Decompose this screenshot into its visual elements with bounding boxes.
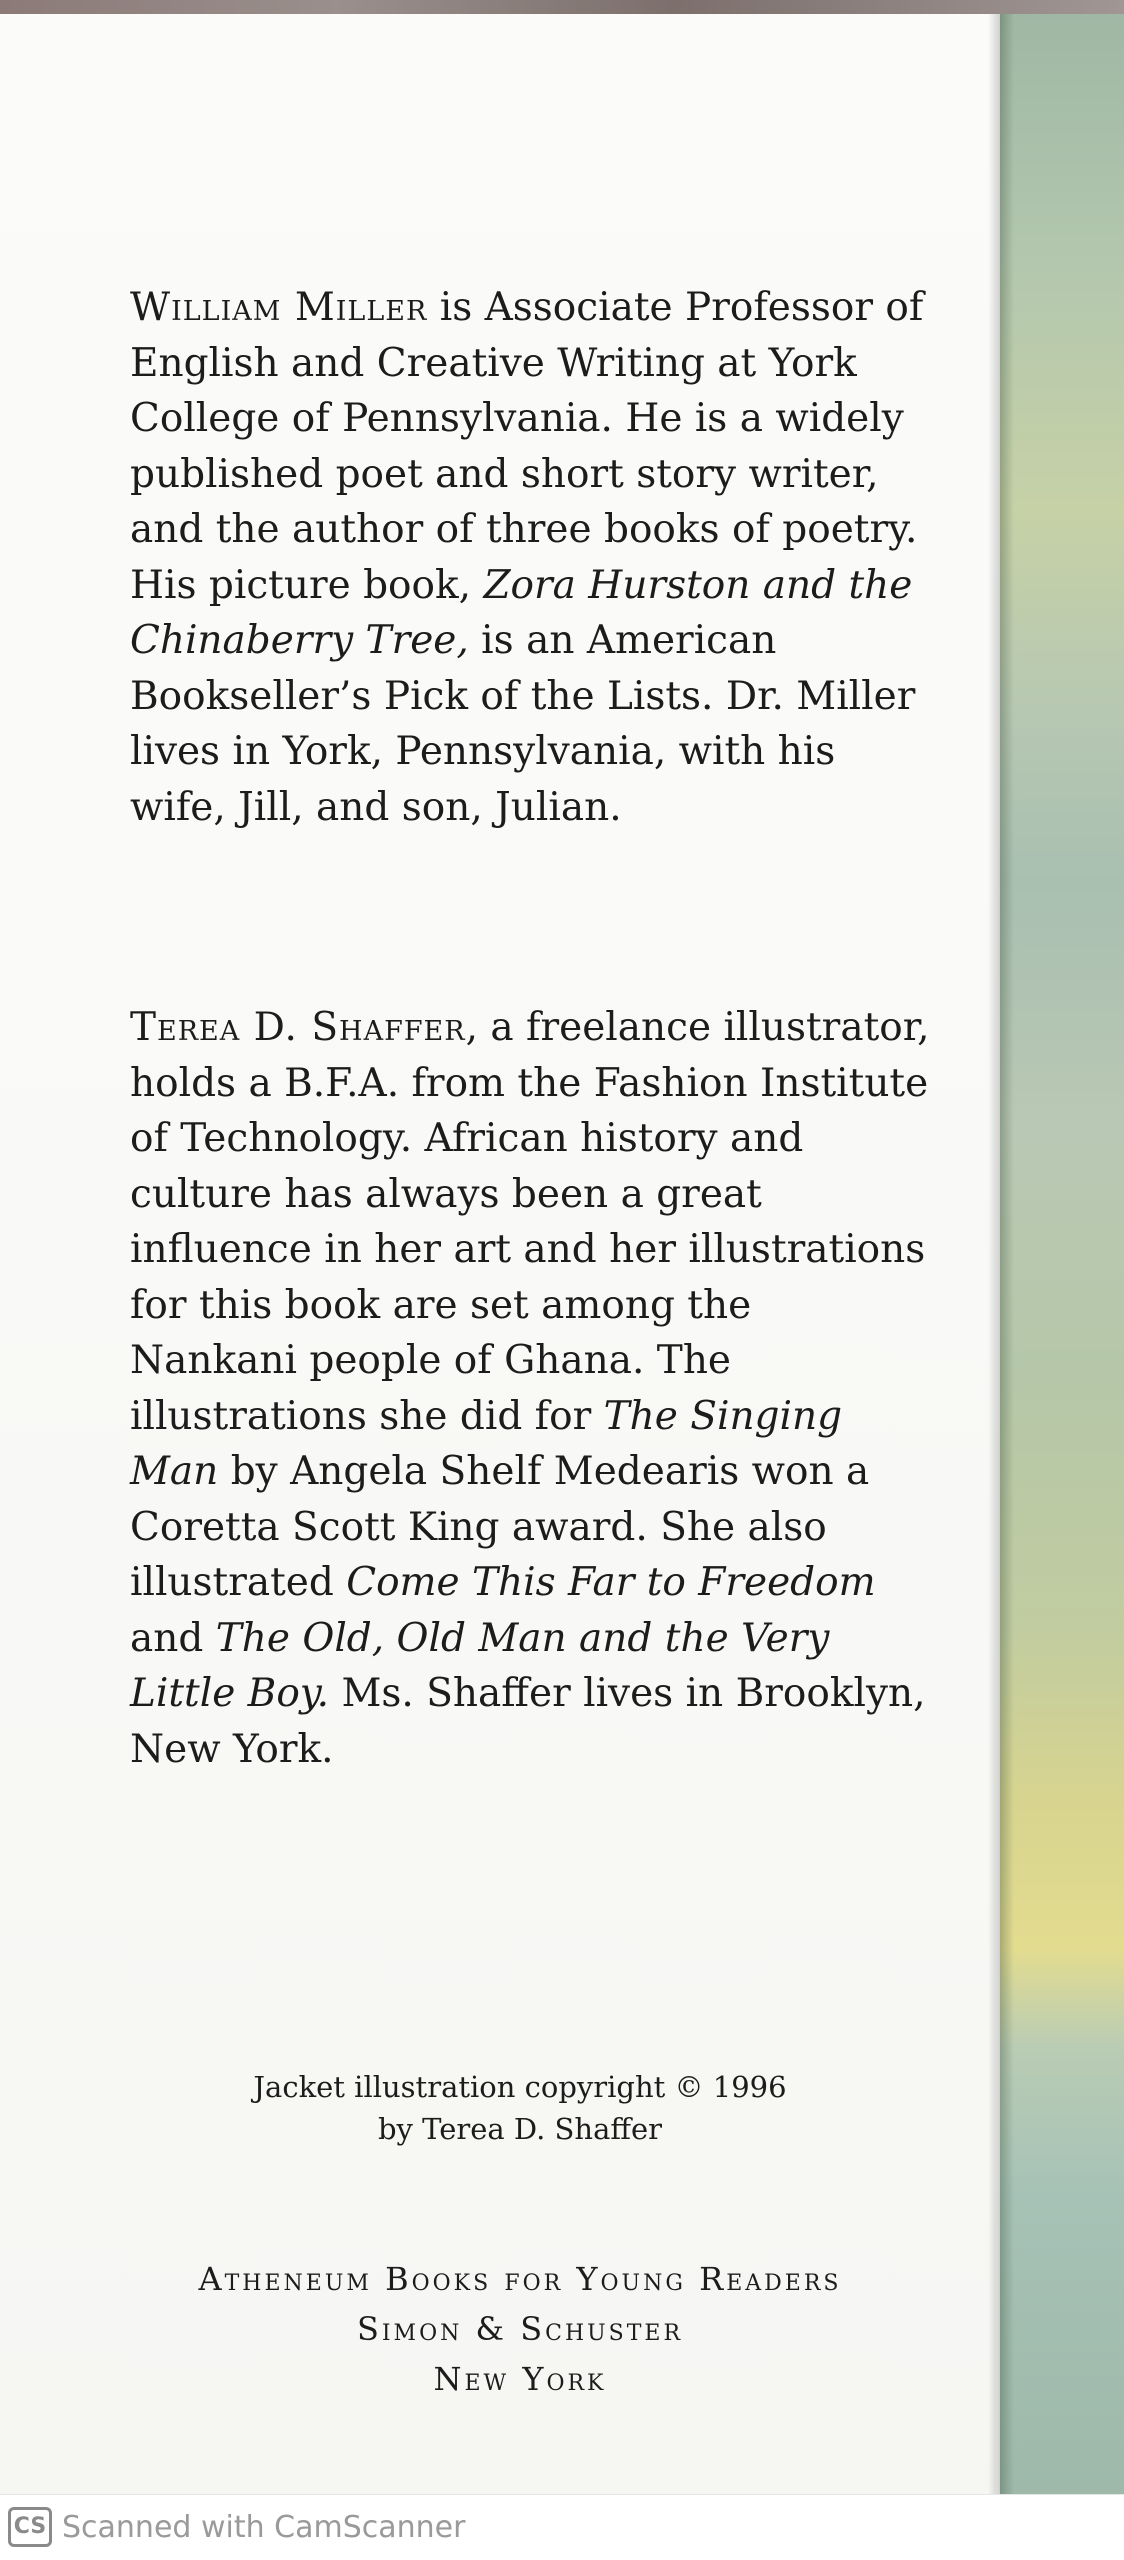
illustrator-name: Terea D. Shaffer (130, 1005, 466, 1050)
author-bio-text-2: is an American Bookseller’s Pick of the Lists. Dr. Miller lives in York, Pennsylvania, with his wife, Jill, and son, Julian. (130, 618, 916, 830)
scanner-watermark-bar (0, 2494, 1124, 2560)
illustrator-bio-text-2: by Angela Shelf Medearis won a Coretta Scott King award. She also illustrated (130, 1449, 870, 1605)
author-name: William Miller (130, 285, 428, 330)
illustrator-bio (130, 1000, 930, 1777)
credit-line-2: by Terea D. Shaffer (377, 2112, 663, 2146)
publisher-line-1: Atheneum Books for Young Readers (198, 2260, 842, 2298)
top-edge-strip (0, 0, 1124, 14)
flap-shadow (988, 14, 1000, 2494)
illustrator-book-3: The Old, Old Man and the Very Little Boy. (130, 1615, 830, 1716)
illustrator-bio-text-3: and (130, 1615, 216, 1661)
illustrator-book-1: The Singing Man (130, 1393, 843, 1494)
publisher-line-2: Simon & Schuster (356, 2310, 684, 2348)
camscanner-logo-icon: CS (8, 2507, 52, 2547)
publisher-line-3: New York (433, 2360, 607, 2398)
scanner-watermark-text: Scanned with CamScanner (62, 2510, 466, 2545)
author-bio (130, 280, 930, 835)
publisher-block (100, 2254, 940, 2404)
cover-art-edge (1000, 14, 1124, 2494)
credit-line-1: Jacket illustration copyright © 1996 (253, 2070, 787, 2104)
author-bio-text-1: is Associate Professor of English and Creative Writing at York College of Pennsylvania. He is a widely published poet and short story writer, and the author of three books of poetry. His picture book, (130, 285, 924, 608)
illustrator-bio-text-1: , a freelance illustrator, holds a B.F.A. from the Fashion Institute of Technology. African history and culture has always been a great influence in her art and her illustrations for this book are set among the Nankani people of Ghana. The illustrations she did for (130, 1005, 930, 1439)
illustrator-bio-text-4: Ms. Shaffer lives in Brooklyn, New York. (130, 1671, 926, 1772)
illustrator-book-2: Come This Far to Freedom (346, 1560, 876, 1605)
jacket-credit (130, 2066, 910, 2150)
author-book-title: Zora Hurston and the Chinaberry Tree, (130, 562, 913, 663)
